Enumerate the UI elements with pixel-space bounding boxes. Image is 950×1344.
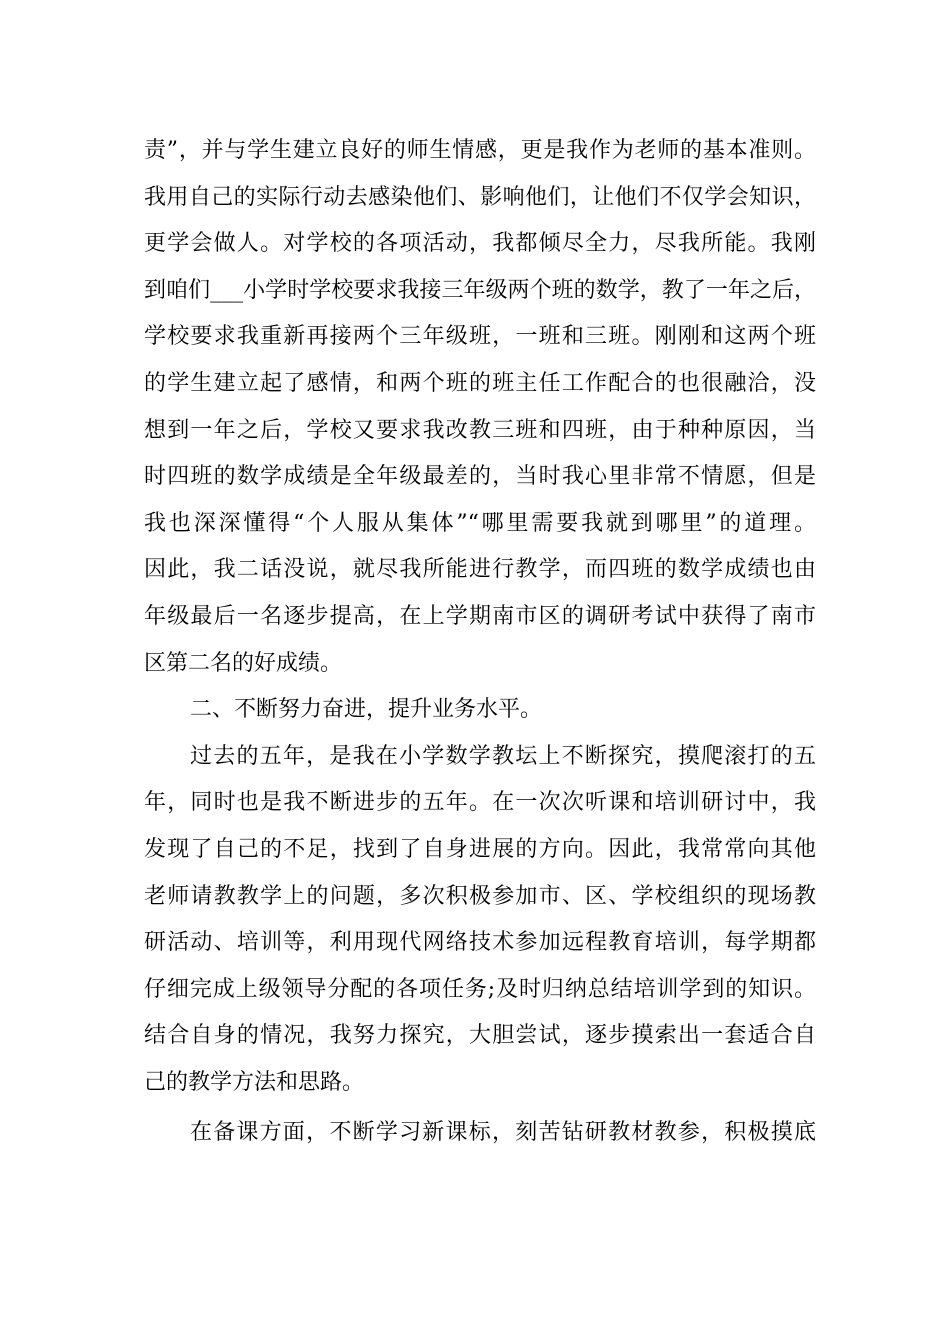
paragraph-first-line: 在备课方面，不断学习新课标，刻苦钻研教材教参，积极摸底	[190, 1120, 816, 1146]
text-line: 年级最后一名逐步提高，在上学期南市区的调研考试中获得了南市	[144, 603, 816, 629]
text-line: 责”，并与学生建立良好的师生情感，更是我作为老师的基本准则。	[144, 138, 816, 163]
section-heading: 二、不断努力奋进，提升业务水平。	[190, 697, 543, 723]
text-line: 时四班的数学成绩是全年级最差的，当时我心里非常不情愿，但是	[144, 464, 816, 490]
text-line: 区第二名的好成绩。	[144, 650, 343, 676]
text-line: 发现了自己的不足，找到了自身进展的方向。因此，我常常向其他	[144, 836, 816, 862]
text-line: 我用自己的实际行动去感染他们、影响他们，让他们不仅学会知识，	[144, 184, 816, 210]
body-text	[144, 128, 816, 1157]
paragraph-first-line: 过去的五年，是我在小学数学教坛上不断探究，摸爬滚打的五	[190, 743, 816, 769]
text-line: 结合自身的情况，我努力探究，大胆尝试，逐步摸索出一套适合自	[144, 1023, 816, 1049]
text-line: 研活动、培训等，利用现代网络技术参加远程教育培训，每学期都	[144, 930, 816, 956]
text-line: 因此，我二话没说，就尽我所能进行教学，而四班的数学成绩也由	[144, 557, 816, 583]
text-line: 己的教学方法和思路。	[144, 1069, 365, 1095]
text-line: 想到一年之后，学校又要求我改教三班和四班，由于种种原因，当	[144, 417, 816, 443]
text-line: 学校要求我重新再接两个三年级班，一班和三班。刚刚和这两个班	[144, 324, 816, 350]
text-line: 我也深深懂得“个人服从集体”“哪里需要我就到哪里”的道理。	[144, 510, 816, 536]
text-line: 老师请教教学上的问题，多次积极参加市、区、学校组织的现场教	[144, 883, 816, 909]
text-line: 仔细完成上级领导分配的各项任务;及时归纳总结培训学到的知识。	[144, 976, 816, 1002]
text-line: 年，同时也是我不断进步的五年。在一次次听课和培训研讨中，我	[144, 790, 816, 816]
text-line: 到咱们___小学时学校要求我接三年级两个班的数学，教了一年之后，	[144, 277, 816, 303]
text-line: 的学生建立起了感情，和两个班的班主任工作配合的也很融洽，没	[144, 370, 816, 396]
text-line: 更学会做人。对学校的各项活动，我都倾尽全力，尽我所能。我刚	[144, 231, 816, 257]
